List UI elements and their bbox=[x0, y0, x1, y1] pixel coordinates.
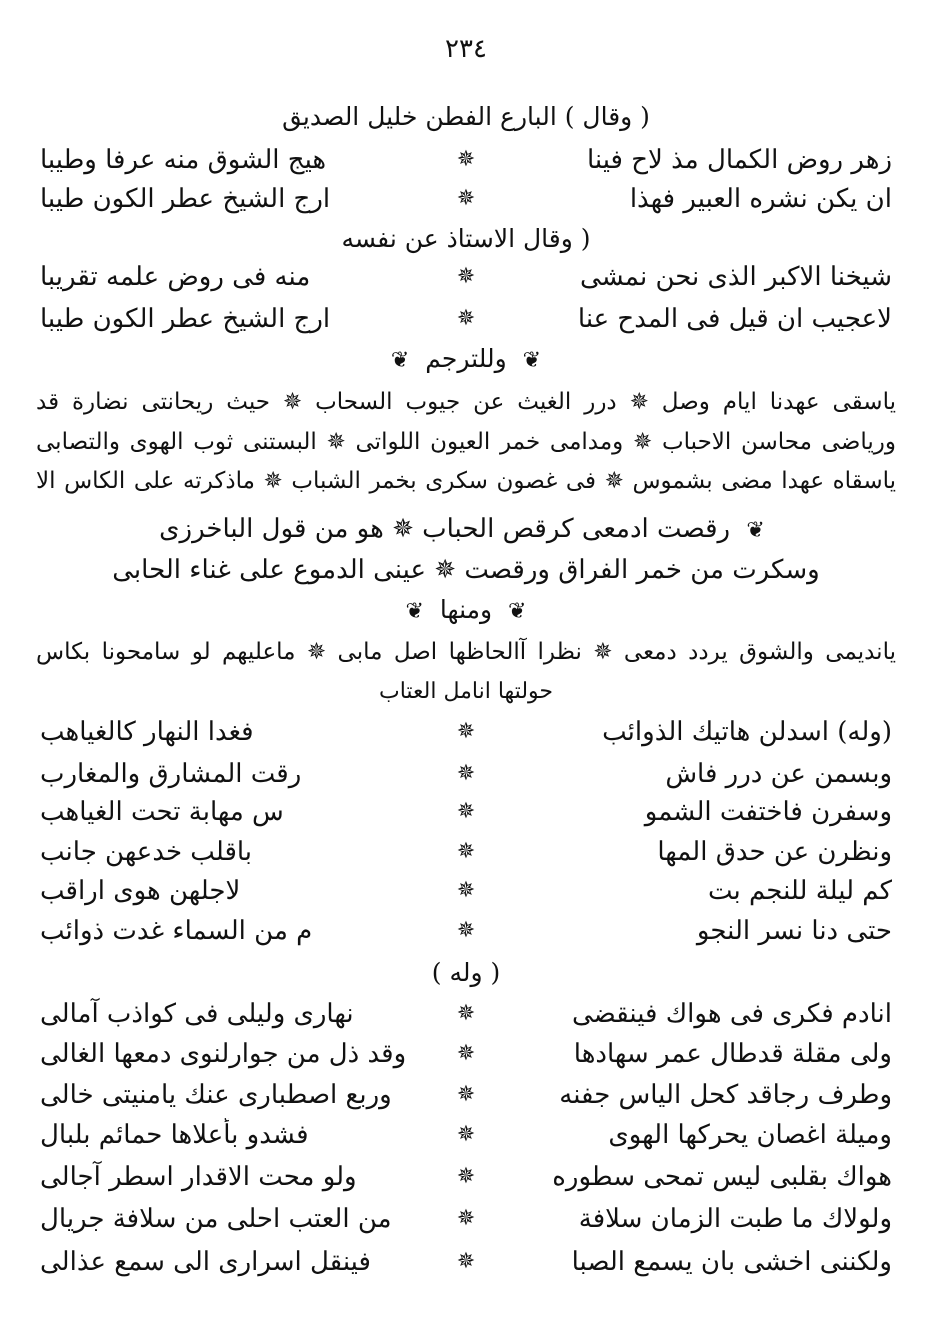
verse-hemistich: زهر روض الكمال مذ لاح فينا bbox=[586, 145, 892, 175]
verse-hemistich: وطرف رجاقد كحل الياس جفنه bbox=[559, 1080, 892, 1110]
ornament-icon: ❦ bbox=[508, 599, 527, 624]
verse-separator: ✵ bbox=[456, 799, 476, 824]
verse-hemistich: ان يكن نشره العبير فهذا bbox=[629, 184, 892, 214]
verse-line bbox=[40, 1118, 892, 1152]
verse-hemistich: وبسمن عن درر فاش bbox=[665, 759, 892, 789]
verse-line bbox=[40, 182, 892, 216]
prose-line: حولتها انامل العتاب bbox=[378, 679, 553, 704]
verse-line bbox=[40, 757, 892, 791]
prose-line: ياسقاه عهدا مضى بشموس ✵ فى غصون سكرى بخمر الشباب ✵ ماذكرته على الكاس الا bbox=[36, 468, 896, 494]
verse-hemistich: فغدا النهار كالغياهب bbox=[40, 717, 254, 747]
verse-hemistich: فشدو بأعلاها حمائم بلبال bbox=[40, 1120, 309, 1150]
verse-line bbox=[40, 835, 892, 869]
prose-line: ورياضى محاسن الاحباب ✵ ومدامى خمر العيون اللواتى ✵ البستنى ثوب الهوى والتصابى bbox=[36, 429, 896, 455]
verse-separator: ✵ bbox=[456, 264, 476, 289]
verse-hemistich: وقد ذل من جوارلنوى دمعها الغالى bbox=[40, 1039, 407, 1069]
heading-line: ( وله ) bbox=[431, 958, 501, 987]
verse-hemistich: نهارى وليلى فى كواذب آمالى bbox=[40, 999, 354, 1029]
verse-hemistich: (وله) اسدلن هاتيك الذوائب bbox=[602, 717, 892, 747]
verse-hemistich: ولى مقلة قدطال عمر سهادها bbox=[573, 1039, 892, 1069]
verse-hemistich: هواك بقلبى ليس تمحى سطوره bbox=[552, 1162, 892, 1192]
verse-separator: ✵ bbox=[456, 719, 476, 744]
verse-separator: ✵ bbox=[456, 306, 476, 331]
verse-hemistich: ولكننى اخشى بان يسمع الصبا bbox=[571, 1247, 892, 1277]
verse-line bbox=[40, 302, 892, 336]
verse-line bbox=[40, 1202, 892, 1236]
verse-hemistich: فينقل اسرارى الى سمع عذالى bbox=[40, 1247, 371, 1277]
verse-separator: ✵ bbox=[456, 147, 476, 172]
verse-separator: ✵ bbox=[456, 1001, 476, 1026]
verse-hemistich: وميلة اغصان يحركها الهوى bbox=[608, 1120, 892, 1150]
verse-hemistich: وسفرن فاختفت الشمو bbox=[644, 797, 892, 827]
verse-hemistich: باقلب خدعهن جانب bbox=[40, 837, 253, 867]
verse-separator: ✵ bbox=[456, 878, 476, 903]
verse-line bbox=[40, 1037, 892, 1071]
verse-hemistich: كم ليلة للنجم بت bbox=[707, 876, 892, 906]
verse-line bbox=[40, 260, 892, 294]
ornament-icon: ❦ bbox=[390, 348, 410, 373]
verse-line bbox=[40, 1078, 892, 1112]
prose-line: رقصت ادمعى كرقص الحباب ✵ هو من قول الباخرزى bbox=[159, 514, 731, 544]
verse-hemistich: لاجلهن هوى اراقب bbox=[40, 876, 241, 906]
section-heading-text: وللترجم bbox=[425, 344, 507, 373]
verse-hemistich: وربع اصطبارى عنك يامنيتى خالى bbox=[40, 1080, 392, 1110]
verse-hemistich: شيخنا الاكبر الذى نحن نمشى bbox=[580, 262, 892, 292]
verse-line bbox=[40, 914, 892, 948]
section-heading bbox=[60, 593, 872, 629]
verse-hemistich: ولولاك ما طبت الزمان سلافة bbox=[578, 1204, 892, 1234]
ornament-icon: ❦ bbox=[522, 348, 542, 373]
verse-line: وسكرت من خمر الفراق ورقصت ✵ عينى الدموع على غناء الحابى bbox=[112, 555, 820, 585]
verse-hemistich: رقت المشارق والمغارب bbox=[40, 759, 302, 789]
verse-line bbox=[40, 143, 892, 177]
prose-line: ياسقى عهدنا ايام وصل ✵ درر الغيث عن جيوب السحاب ✵ حيث ريحانتى نضارة قد bbox=[36, 389, 896, 415]
verse-separator: ✵ bbox=[456, 1164, 476, 1189]
verse-hemistich: ارج الشيخ عطر الكون طيبا bbox=[40, 184, 331, 214]
verse-hemistich: لاعجيب ان قيل فى المدح عنا bbox=[577, 304, 892, 334]
prose-line: يانديمى والشوق يردد دمعى ✵ نظرا آالحاظها اصل مابى ✵ ماعليهم لو سامحونا بكاس bbox=[36, 639, 896, 665]
verse-hemistich: هيج الشوق منه عرفا وطيبا bbox=[40, 145, 327, 175]
verse-hemistich: انادم فكرى فى هواك فينقضى bbox=[572, 999, 892, 1029]
verse-hemistich: من العتب احلى من سلافة جريال bbox=[40, 1204, 392, 1234]
ornament-icon: ❦ bbox=[405, 599, 424, 624]
verse-line bbox=[40, 997, 892, 1031]
verse-hemistich: منه فى روض علمه تقريبا bbox=[40, 262, 311, 292]
verse-hemistich: ونظرن عن حدق المها bbox=[657, 837, 892, 867]
verse-hemistich: س مهابة تحت الغياهب bbox=[40, 797, 284, 827]
heading-line: ( وقال الاستاذ عن نفسه bbox=[341, 224, 591, 253]
verse-separator: ✵ bbox=[456, 761, 476, 786]
verse-separator: ✵ bbox=[456, 1082, 476, 1107]
verse-separator: ✵ bbox=[456, 839, 476, 864]
page-number: ٢٣٤ bbox=[445, 34, 487, 64]
heading-line: ( وقال ) البارع الفطن خليل الصديق bbox=[282, 102, 650, 131]
verse-hemistich: ارج الشيخ عطر الكون طيبا bbox=[40, 304, 331, 334]
verse-hemistich: م من السماء غدت ذوائب bbox=[40, 916, 313, 946]
section-heading bbox=[60, 342, 872, 378]
verse-separator: ✵ bbox=[456, 918, 476, 943]
verse-line bbox=[40, 1245, 892, 1279]
section-heading-text: ومنها bbox=[439, 595, 493, 624]
verse-hemistich: حتى دنا نسر النجو bbox=[696, 916, 892, 946]
verse-hemistich: ولو محت الاقدار اسطر آجالى bbox=[40, 1162, 357, 1192]
ornament-icon: ❦ bbox=[746, 518, 765, 543]
verse-separator: ✵ bbox=[456, 1041, 476, 1066]
verse-line bbox=[40, 874, 892, 908]
verse-line bbox=[40, 795, 892, 829]
verse-line bbox=[40, 715, 892, 749]
verse-separator: ✵ bbox=[456, 1122, 476, 1147]
verse-separator: ✵ bbox=[456, 1206, 476, 1231]
verse-separator: ✵ bbox=[456, 186, 476, 211]
verse-line bbox=[40, 1160, 892, 1194]
section-heading bbox=[60, 512, 872, 548]
verse-separator: ✵ bbox=[456, 1249, 476, 1274]
